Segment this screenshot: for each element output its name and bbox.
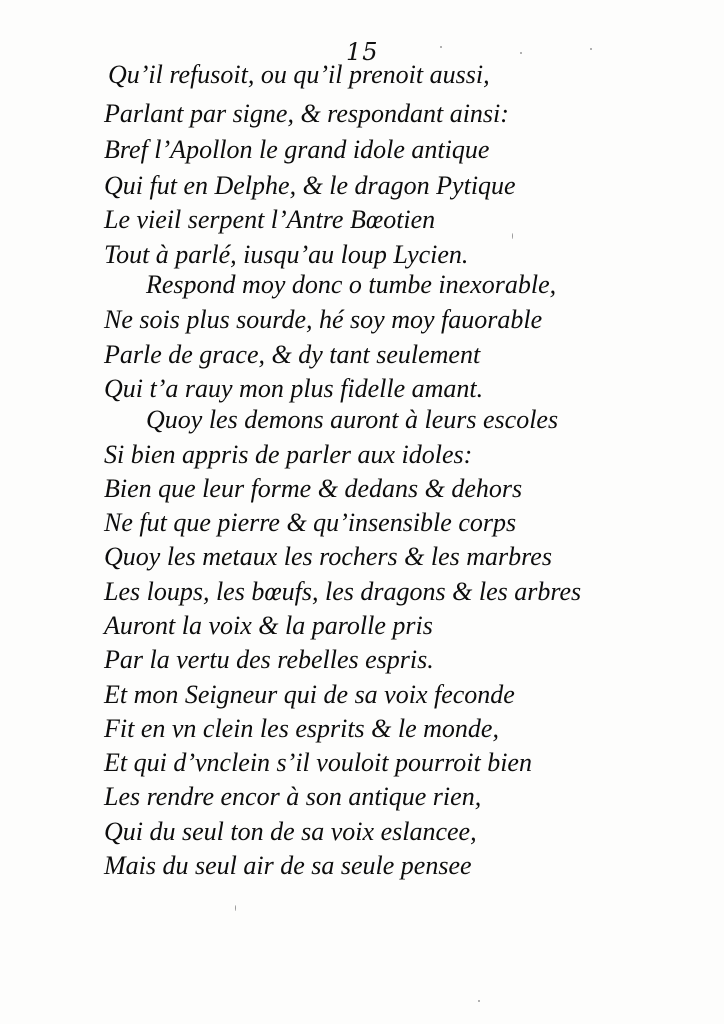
poem-line: Le vieil serpent l’Antre Bœotien (104, 205, 436, 234)
poem-line: Si bien appris de parler aux idoles: (104, 440, 473, 469)
poem-line: Et qui d’vnclein s’il vouloit pourroit bien (104, 748, 532, 777)
poem-line: Qui t’a rauy mon plus fidelle amant. (104, 374, 484, 403)
poem-line: Et mon Seigneur qui de sa voix feconde (104, 680, 515, 709)
poem-line: Mais du seul air de sa seule pensee (104, 851, 472, 880)
poem-line: Respond moy donc o tumbe inexorable, (146, 270, 557, 299)
ink-speck (440, 46, 442, 48)
poem-line: Par la vertu des rebelles espris. (104, 645, 434, 674)
poem-line: Qu’il refusoit, ou qu’il prenoit aussi, (108, 60, 490, 89)
ink-speck (478, 1000, 480, 1002)
poem-line: Quoy les demons auront à leurs escoles (146, 405, 559, 434)
poem-line: Fit en vn clein les esprits & le monde, (104, 714, 499, 743)
page-number: 15 (346, 38, 379, 66)
ink-speck (512, 233, 513, 239)
poem-line: Ne fut que pierre & qu’insensible corps (104, 508, 517, 537)
ink-speck (590, 48, 592, 50)
poem-line: Tout à parlé, iusqu’au loup Lycien. (104, 240, 469, 269)
ink-speck (235, 905, 236, 911)
poem-line: Qui du seul ton de sa voix eslancee, (104, 817, 477, 846)
poem-line: Parlant par signe, & respondant ainsi: (104, 99, 509, 128)
poem-line: Parle de grace, & dy tant seulement (104, 340, 481, 369)
poem-line: Qui fut en Delphe, & le dragon Pytique (104, 171, 516, 200)
poem-line: Bien que leur forme & dedans & dehors (104, 474, 523, 503)
poem-line: Ne sois plus sourde, hé soy moy fauorable (104, 305, 543, 334)
poem-line: Les rendre encor à son antique rien, (104, 782, 482, 811)
poem-line: Bref l’Apollon le grand idole antique (104, 135, 490, 164)
poem-line: Les loups, les bœufs, les dragons & les arbres (104, 577, 582, 606)
poem-line: Quoy les metaux les rochers & les marbres (104, 542, 552, 571)
ink-speck (520, 52, 522, 54)
poem-line: Auront la voix & la parolle pris (104, 611, 433, 640)
